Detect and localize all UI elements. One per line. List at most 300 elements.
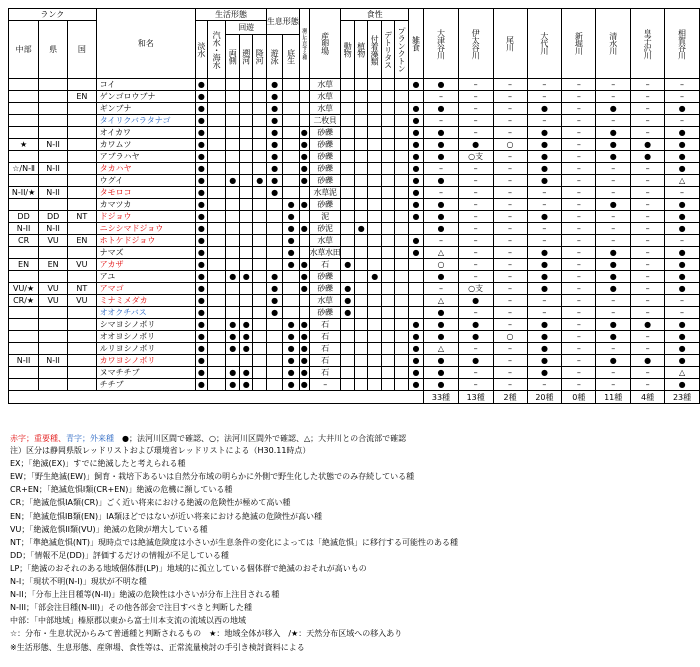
river-cell: – bbox=[596, 163, 631, 175]
species-name: アカザ bbox=[96, 259, 195, 271]
rank-ken-cell: EN bbox=[39, 259, 68, 271]
trait-cell bbox=[226, 79, 239, 91]
trait-cell bbox=[207, 187, 226, 199]
trait-cell bbox=[408, 223, 423, 235]
rank-chubu-cell bbox=[9, 115, 39, 127]
river-cell: ● bbox=[665, 163, 700, 175]
rank-ken-cell bbox=[39, 151, 68, 163]
trait-cell bbox=[253, 283, 266, 295]
trait-cell bbox=[239, 235, 252, 247]
trait-cell bbox=[207, 175, 226, 187]
river-cell: ● bbox=[527, 103, 562, 115]
river-cell: – bbox=[493, 247, 527, 259]
rank-kuni-cell bbox=[68, 175, 97, 187]
river-cell: ● bbox=[596, 151, 631, 163]
rank-chubu-cell: EN bbox=[9, 259, 39, 271]
trait-cell: ● bbox=[196, 91, 208, 103]
river-cell: – bbox=[596, 295, 631, 307]
trait-cell bbox=[266, 211, 283, 223]
trait-cell: ● bbox=[266, 127, 283, 139]
trait-cell bbox=[341, 271, 354, 283]
trait-cell bbox=[226, 235, 239, 247]
table-row bbox=[9, 151, 700, 163]
trait-cell: ● bbox=[226, 271, 239, 283]
trait-cell bbox=[381, 235, 394, 247]
river-cell: ● bbox=[527, 247, 562, 259]
trait-cell: ● bbox=[283, 343, 300, 355]
trait-cell bbox=[368, 355, 381, 367]
trait-cell: ● bbox=[408, 103, 423, 115]
trait-cell bbox=[207, 331, 226, 343]
river-cell: – bbox=[458, 367, 493, 379]
species-name: アブラハヤ bbox=[96, 151, 195, 163]
trait-cell bbox=[395, 295, 408, 307]
rank-kuni-cell bbox=[68, 307, 97, 319]
river-cell: ○ bbox=[424, 259, 459, 271]
river-cell: – bbox=[562, 247, 596, 259]
total-cell: 23種 bbox=[665, 391, 700, 404]
trait-cell bbox=[381, 91, 394, 103]
trait-cell bbox=[381, 295, 394, 307]
river-cell: – bbox=[562, 223, 596, 235]
trait-cell: 砂礫 bbox=[309, 151, 341, 163]
trait-cell bbox=[368, 223, 381, 235]
table-row bbox=[9, 163, 700, 175]
table-row bbox=[9, 259, 700, 271]
river-cell: – bbox=[458, 271, 493, 283]
trait-cell: ● bbox=[196, 319, 208, 331]
rank-chubu-cell bbox=[9, 247, 39, 259]
trait-cell: ● bbox=[196, 223, 208, 235]
trait-cell bbox=[354, 271, 367, 283]
trait-cell: ● bbox=[239, 319, 252, 331]
river-cell: ● bbox=[527, 211, 562, 223]
river-cell: – bbox=[631, 223, 665, 235]
table-row bbox=[9, 343, 700, 355]
trait-cell: 石 bbox=[309, 343, 341, 355]
rank-ken-cell bbox=[39, 127, 68, 139]
trait-cell: ● bbox=[266, 295, 283, 307]
trait-cell: ● bbox=[300, 140, 308, 149]
trait-cell: ● bbox=[408, 163, 423, 175]
river-cell: – bbox=[527, 307, 562, 319]
rank-ken-cell: VU bbox=[39, 235, 68, 247]
river-cell: ● bbox=[665, 211, 700, 223]
trait-cell bbox=[283, 79, 300, 91]
trait-cell: ● bbox=[196, 175, 208, 187]
river-cell: ● bbox=[458, 355, 493, 367]
trait-cell bbox=[283, 271, 300, 283]
trait-cell bbox=[381, 355, 394, 367]
fish-table-body bbox=[9, 79, 700, 391]
river-cell: ● bbox=[631, 139, 665, 151]
river-cell: – bbox=[596, 307, 631, 319]
river-cell: ● bbox=[665, 343, 700, 355]
rank-ken-cell bbox=[39, 319, 68, 331]
trait-cell bbox=[368, 163, 381, 175]
river-cell: – bbox=[493, 175, 527, 187]
rank-chubu-cell bbox=[9, 307, 39, 319]
river-cell: △ bbox=[424, 343, 459, 355]
trait-cell bbox=[368, 103, 381, 115]
table-row bbox=[9, 199, 700, 211]
river-cell: ● bbox=[527, 319, 562, 331]
river-cell: ● bbox=[424, 271, 459, 283]
rank-ken-cell: N-II bbox=[39, 163, 68, 175]
trait-cell bbox=[368, 331, 381, 343]
river-cell: – bbox=[596, 79, 631, 91]
legend-symbols: ●；法河川区間で確認、○；法河川区間外で確認、△；大井川との合流部で確認 bbox=[122, 434, 407, 443]
rank-kuni-cell: EN bbox=[68, 91, 97, 103]
trait-cell: ● bbox=[196, 79, 208, 91]
river-cell: – bbox=[631, 295, 665, 307]
trait-cell: ● bbox=[266, 79, 283, 91]
trait-cell: ● bbox=[300, 284, 308, 293]
river-cell: – bbox=[527, 187, 562, 199]
river-cell: ● bbox=[424, 79, 459, 91]
trait-cell bbox=[266, 259, 283, 271]
river-cell: – bbox=[631, 307, 665, 319]
trait-cell bbox=[395, 139, 408, 151]
seikatsu-keitai-header: 生活形態 bbox=[196, 9, 267, 21]
trait-cell: ● bbox=[408, 175, 423, 187]
trait-cell: ● bbox=[300, 368, 308, 377]
trait-cell bbox=[266, 343, 283, 355]
trait-cell: ● bbox=[368, 271, 381, 283]
rank-chubu-cell bbox=[9, 331, 39, 343]
river-cell: – bbox=[493, 223, 527, 235]
legend-line: ※生活形態、生息形態、産卵場、食性等は、正常流量検討の手引き検討資料による bbox=[10, 642, 305, 652]
river-cell: – bbox=[631, 331, 665, 343]
species-name: ルリヨシノボリ bbox=[96, 343, 195, 355]
trait-cell: ● bbox=[196, 295, 208, 307]
rank-ken-cell: N-II bbox=[39, 223, 68, 235]
trait-cell bbox=[207, 319, 226, 331]
total-cell: 2種 bbox=[493, 391, 527, 404]
rank-ken-cell bbox=[39, 79, 68, 91]
legend-line: CR；「絶滅危惧IA類(CR)」ごく近い将来における絶滅の危険性が極めて高い種 bbox=[10, 498, 291, 508]
trait-cell bbox=[239, 199, 252, 211]
trait-cell: ● bbox=[196, 343, 208, 355]
species-name: ホトケドジョウ bbox=[96, 235, 195, 247]
trait-cell bbox=[253, 187, 266, 199]
trait-cell: ● bbox=[341, 283, 354, 295]
river-cell: ● bbox=[527, 259, 562, 271]
river-cell: – bbox=[458, 91, 493, 103]
trait-cell bbox=[381, 211, 394, 223]
river-cell: – bbox=[596, 367, 631, 379]
trait-cell bbox=[299, 307, 309, 319]
trait-cell bbox=[354, 259, 367, 271]
river-cell: – bbox=[596, 91, 631, 103]
trait-cell bbox=[381, 151, 394, 163]
river-cell: ● bbox=[596, 355, 631, 367]
river-cell: ● bbox=[424, 211, 459, 223]
trait-cell: ● bbox=[266, 139, 283, 151]
river-cell: – bbox=[458, 259, 493, 271]
trait-cell: ● bbox=[408, 187, 423, 199]
species-name: ドジョウ bbox=[96, 211, 195, 223]
river-cell: – bbox=[665, 295, 700, 307]
rank-chubu-cell bbox=[9, 367, 39, 379]
trait-cell: ● bbox=[300, 260, 308, 269]
trait-cell bbox=[239, 115, 252, 127]
trait-cell: ● bbox=[196, 247, 208, 259]
table-row bbox=[9, 175, 700, 187]
trait-cell bbox=[207, 247, 226, 259]
trait-cell bbox=[381, 127, 394, 139]
trait-cell bbox=[368, 139, 381, 151]
river-cell: – bbox=[631, 211, 665, 223]
trait-cell: ● bbox=[300, 128, 308, 137]
river-cell: – bbox=[665, 307, 700, 319]
table-row bbox=[9, 235, 700, 247]
trait-cell bbox=[226, 115, 239, 127]
table-row bbox=[9, 91, 700, 103]
river-cell: – bbox=[493, 103, 527, 115]
river-cell: – bbox=[596, 187, 631, 199]
trait-cell: 水草泥 bbox=[309, 187, 341, 199]
river-cell: – bbox=[562, 127, 596, 139]
trait-cell bbox=[408, 271, 423, 283]
rank-chubu-cell bbox=[9, 127, 39, 139]
species-name: タモロコ bbox=[96, 187, 195, 199]
river-cell: – bbox=[493, 271, 527, 283]
totals-row bbox=[9, 391, 700, 404]
trait-cell: ● bbox=[341, 307, 354, 319]
trait-cell bbox=[283, 91, 300, 103]
river-cell: – bbox=[665, 115, 700, 127]
river-header-7: 相賀谷川 bbox=[665, 9, 700, 79]
river-cell: – bbox=[596, 235, 631, 247]
river-cell: – bbox=[562, 139, 596, 151]
trait-cell: ● bbox=[408, 127, 423, 139]
trait-cell: ● bbox=[196, 235, 208, 247]
trait-cell bbox=[354, 151, 367, 163]
river-cell: – bbox=[424, 115, 459, 127]
trait-cell bbox=[341, 199, 354, 211]
trait-cell: 石 bbox=[309, 319, 341, 331]
table-row bbox=[9, 127, 700, 139]
trait-cell bbox=[341, 163, 354, 175]
rank-kuni-cell: NT bbox=[68, 211, 97, 223]
river-cell: – bbox=[562, 151, 596, 163]
river-cell: △ bbox=[665, 367, 700, 379]
trait-cell bbox=[253, 343, 266, 355]
rank-kuni-cell bbox=[68, 331, 97, 343]
trait-cell bbox=[354, 79, 367, 91]
trait-cell bbox=[354, 139, 367, 151]
river-cell: – bbox=[493, 91, 527, 103]
trait-cell: ● bbox=[226, 175, 239, 187]
river-cell: ● bbox=[527, 283, 562, 295]
river-cell: ● bbox=[424, 379, 459, 391]
table-row bbox=[9, 319, 700, 331]
trait-cell bbox=[283, 151, 300, 163]
trait-cell bbox=[207, 283, 226, 295]
river-cell: – bbox=[562, 235, 596, 247]
plankton-header: プランクトン bbox=[395, 21, 408, 79]
trait-cell bbox=[266, 235, 283, 247]
trait-cell: ● bbox=[408, 79, 423, 91]
river-cell: – bbox=[458, 247, 493, 259]
rank-kuni-cell: EN bbox=[68, 235, 97, 247]
river-cell: – bbox=[493, 79, 527, 91]
legend-line: VU；「絶滅危惧II類(VU)」絶滅の危険が増大している種 bbox=[10, 524, 208, 534]
trait-cell: ● bbox=[300, 380, 308, 389]
river-cell: ● bbox=[665, 151, 700, 163]
river-cell: ○ bbox=[493, 139, 527, 151]
species-name: ヌマチチブ bbox=[96, 367, 195, 379]
total-cell: 11種 bbox=[596, 391, 631, 404]
trait-cell bbox=[354, 379, 367, 391]
trait-cell bbox=[207, 127, 226, 139]
trait-cell bbox=[253, 79, 266, 91]
ryosoku-header: 両側 bbox=[226, 35, 239, 79]
river-cell: – bbox=[458, 343, 493, 355]
trait-cell: ● bbox=[266, 187, 283, 199]
river-cell: ● bbox=[458, 295, 493, 307]
trait-cell bbox=[226, 91, 239, 103]
species-name: カマツカ bbox=[96, 199, 195, 211]
total-cell: 33種 bbox=[424, 391, 459, 404]
trait-cell bbox=[207, 103, 226, 115]
table-row bbox=[9, 283, 700, 295]
river-cell: ● bbox=[527, 163, 562, 175]
kokai-header: 遡河 bbox=[239, 35, 252, 79]
species-name: カワヨシノボリ bbox=[96, 355, 195, 367]
rank-ken-cell: N-II bbox=[39, 355, 68, 367]
trait-cell bbox=[207, 115, 226, 127]
trait-cell bbox=[239, 79, 252, 91]
river-cell: – bbox=[562, 307, 596, 319]
rank-kuni-cell bbox=[68, 139, 97, 151]
trait-cell bbox=[354, 247, 367, 259]
river-cell: ● bbox=[631, 151, 665, 163]
rank-kuni-cell bbox=[68, 319, 97, 331]
trait-cell: ● bbox=[196, 139, 208, 151]
river-cell: ● bbox=[424, 355, 459, 367]
species-name: タイリクバラタナゴ bbox=[96, 115, 195, 127]
trait-cell: ● bbox=[408, 235, 423, 247]
river-cell: ● bbox=[424, 223, 459, 235]
trait-cell bbox=[341, 247, 354, 259]
river-cell: – bbox=[631, 235, 665, 247]
trait-cell bbox=[395, 91, 408, 103]
river-cell: – bbox=[493, 187, 527, 199]
river-cell: – bbox=[562, 319, 596, 331]
trait-cell bbox=[381, 223, 394, 235]
rank-kuni-cell bbox=[68, 367, 97, 379]
river-cell: – bbox=[493, 379, 527, 391]
river-cell: ● bbox=[527, 271, 562, 283]
river-cell: ● bbox=[527, 367, 562, 379]
rank-ken-cell bbox=[39, 91, 68, 103]
river-header-4: 新堀川 bbox=[562, 9, 596, 79]
trait-cell bbox=[381, 319, 394, 331]
river-cell: – bbox=[493, 163, 527, 175]
trait-cell bbox=[207, 355, 226, 367]
seisoku-bui-header: 瀬に生息する種 bbox=[299, 9, 309, 79]
trait-cell: 石 bbox=[309, 259, 341, 271]
trait-cell: 砂泥 bbox=[309, 223, 341, 235]
rank-kuni-cell bbox=[68, 223, 97, 235]
trait-cell bbox=[368, 307, 381, 319]
trait-cell bbox=[354, 127, 367, 139]
trait-cell bbox=[239, 91, 252, 103]
trait-cell bbox=[283, 307, 300, 319]
trait-cell bbox=[207, 163, 226, 175]
river-cell: – bbox=[562, 79, 596, 91]
rank-kuni-cell bbox=[68, 355, 97, 367]
trait-cell: ● bbox=[354, 223, 367, 235]
river-cell: ● bbox=[527, 127, 562, 139]
river-cell: ● bbox=[665, 103, 700, 115]
trait-cell bbox=[226, 259, 239, 271]
rank-ken-cell bbox=[39, 307, 68, 319]
legend-line: LP；「絶滅のおそれのある地域個体群(LP)」地域的に孤立している個体群で絶滅のおそれが高いもの bbox=[10, 563, 367, 573]
species-name: オオクチバス bbox=[96, 307, 195, 319]
trait-cell bbox=[354, 91, 367, 103]
river-cell: – bbox=[631, 247, 665, 259]
trait-cell: ● bbox=[226, 331, 239, 343]
river-cell: – bbox=[527, 379, 562, 391]
river-cell: – bbox=[458, 307, 493, 319]
river-header-3: 大代川 bbox=[527, 9, 562, 79]
trait-cell: ● bbox=[408, 199, 423, 211]
river-cell: ● bbox=[596, 247, 631, 259]
rank-ken-cell: N-II bbox=[39, 139, 68, 151]
trait-cell: ● bbox=[266, 271, 283, 283]
species-name: アユ bbox=[96, 271, 195, 283]
trait-cell bbox=[239, 103, 252, 115]
trait-cell bbox=[368, 79, 381, 91]
trait-cell bbox=[368, 151, 381, 163]
trait-cell bbox=[239, 163, 252, 175]
trait-cell bbox=[354, 187, 367, 199]
river-cell: – bbox=[458, 163, 493, 175]
trait-cell bbox=[408, 259, 423, 271]
legend-line: N-II；「分布上注目種等(N-II)」絶滅の危険性は小さいが分布上注目される種 bbox=[10, 590, 280, 600]
trait-cell: ● bbox=[408, 319, 423, 331]
trait-cell bbox=[395, 79, 408, 91]
trait-cell: 水草 bbox=[309, 91, 341, 103]
trait-cell: ● bbox=[239, 331, 252, 343]
trait-cell bbox=[354, 115, 367, 127]
trait-cell bbox=[253, 319, 266, 331]
trait-cell bbox=[207, 151, 226, 163]
trait-cell bbox=[253, 235, 266, 247]
river-cell: – bbox=[562, 187, 596, 199]
sanranjo-header: 産卵場 bbox=[309, 9, 341, 79]
river-cell: ● bbox=[665, 355, 700, 367]
river-cell: – bbox=[596, 175, 631, 187]
trait-cell bbox=[368, 199, 381, 211]
trait-cell bbox=[395, 199, 408, 211]
trait-cell bbox=[299, 79, 309, 91]
rank-kuni-cell: NT bbox=[68, 283, 97, 295]
trait-cell bbox=[368, 127, 381, 139]
legend-line: N-I；「現状不明(N-I)」現状が不明な種 bbox=[10, 577, 147, 586]
rank-ken-cell bbox=[39, 367, 68, 379]
trait-cell: ● bbox=[283, 223, 300, 235]
river-cell: – bbox=[493, 127, 527, 139]
species-name: ゲンゴロウブナ bbox=[96, 91, 195, 103]
species-name: ニシシマドジョウ bbox=[96, 223, 195, 235]
trait-cell bbox=[226, 187, 239, 199]
trait-cell bbox=[368, 187, 381, 199]
river-cell: – bbox=[631, 175, 665, 187]
